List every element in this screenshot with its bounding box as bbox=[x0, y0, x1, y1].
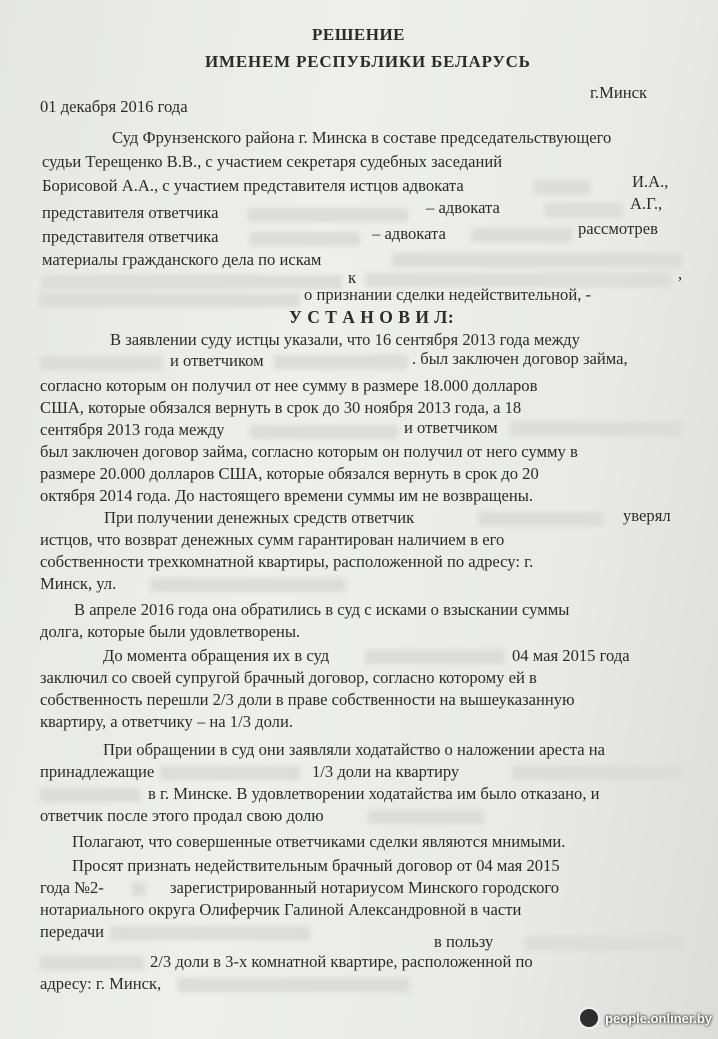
text-line: 04 мая 2015 года bbox=[512, 646, 630, 665]
text-line: материалы гражданского дела по искам bbox=[42, 250, 322, 269]
text-line: согласно которым он получил от нее сумму в размере 18.000 долларов bbox=[40, 376, 538, 395]
text-line: долга, которые были удовлетворены. bbox=[40, 622, 301, 641]
text-line: . был заключен договор займа, bbox=[412, 349, 628, 368]
text-line: собственность перешли 2/3 доли в праве собственности на вышеуказанную bbox=[40, 690, 575, 709]
redaction bbox=[365, 650, 505, 664]
redaction bbox=[472, 228, 572, 242]
text-line: США, которые обязался вернуть в срок до 30 ноября 2013 года, а 18 bbox=[40, 398, 522, 417]
redaction bbox=[38, 293, 300, 307]
text-line: До момента обращения их в суд bbox=[103, 646, 330, 665]
text-line: был заключен договор займа, согласно которым он получил от него сумму в bbox=[40, 442, 578, 461]
redaction bbox=[132, 882, 146, 896]
redaction bbox=[512, 766, 682, 780]
text-line: передачи bbox=[40, 922, 105, 941]
redaction bbox=[40, 788, 140, 802]
redaction bbox=[392, 253, 682, 267]
text-line: И.А., bbox=[632, 172, 669, 191]
watermark bbox=[578, 1006, 712, 1030]
redaction bbox=[160, 766, 300, 780]
text-line: октября 2014 года. До настоящего времени суммы им не возвращены. bbox=[40, 486, 534, 505]
text-line: представителя ответчика bbox=[42, 203, 219, 222]
text-line: и ответчиком bbox=[170, 351, 264, 370]
redaction bbox=[534, 180, 590, 194]
text-line: рассмотрев bbox=[578, 219, 658, 238]
text-line: размере 20.000 долларов США, которые обязался вернуть в срок до 20 bbox=[40, 464, 539, 483]
text-line: адресу: г. Минск, bbox=[40, 974, 162, 993]
text-line: в пользу bbox=[434, 932, 494, 951]
watermark-text: people.onliner.by bbox=[605, 1010, 712, 1026]
redaction bbox=[248, 208, 408, 222]
redaction bbox=[525, 936, 685, 950]
text-line: года №2- bbox=[40, 878, 104, 897]
text-line: к bbox=[348, 268, 357, 287]
redaction bbox=[150, 578, 346, 592]
text-line: квартиру, а ответчику – на 1/3 доли. bbox=[40, 712, 293, 731]
text-line: уверял bbox=[623, 506, 671, 525]
text-line: сентября 2013 года между bbox=[40, 420, 225, 439]
redaction bbox=[40, 956, 144, 970]
redaction bbox=[545, 203, 623, 217]
onliner-logo-icon bbox=[578, 1007, 600, 1029]
doc-subtitle: ИМЕНЕМ РЕСПУБЛИКИ БЕЛАРУСЬ bbox=[205, 52, 531, 71]
text-line: При получении денежных средств ответчик bbox=[104, 508, 415, 527]
text-line: судьи Терещенко В.В., с участием секретаря судебных заседаний bbox=[42, 152, 503, 171]
text-line: В заявлении суду истцы указали, что 16 сентября 2013 года между bbox=[110, 330, 580, 349]
redaction bbox=[250, 232, 360, 246]
text-line: представителя ответчика bbox=[42, 227, 219, 246]
text-line: 2/3 доли в 3-х комнатной квартире, расположенной по bbox=[150, 952, 533, 971]
text-line: Минск, ул. bbox=[40, 574, 117, 593]
text-line: ответчик после этого продал свою долю bbox=[40, 806, 324, 825]
section-heading: У С Т А Н О В И Л: bbox=[289, 307, 455, 327]
redaction bbox=[42, 275, 342, 289]
text-line: заключил со своей супругой брачный договор, согласно которому ей в bbox=[40, 668, 537, 687]
text-line: В апреле 2016 года она обратились в суд с исками о взыскании суммы bbox=[74, 600, 570, 619]
redaction bbox=[40, 356, 162, 370]
text-line: Полагают, что совершенные ответчиками сделки являются мнимыми. bbox=[72, 832, 566, 851]
text-line: и ответчиком bbox=[404, 418, 498, 437]
text-line: А.Г., bbox=[630, 194, 663, 213]
redaction bbox=[178, 978, 410, 992]
text-line: 1/3 доли на квартиру bbox=[312, 762, 460, 781]
text-line: , bbox=[678, 264, 683, 283]
redaction bbox=[110, 926, 310, 940]
text-line: Борисовой А.А., с участием представителя истцов адвоката bbox=[42, 176, 464, 195]
redaction bbox=[250, 425, 398, 439]
text-line: – адвоката bbox=[426, 198, 500, 217]
text-line: в г. Минске. В удовлетворении ходатайства им было отказано, и bbox=[148, 784, 600, 803]
redaction bbox=[478, 512, 604, 526]
text-line: Суд Фрунзенского района г. Минска в составе председательствующего bbox=[112, 128, 612, 147]
doc-title: РЕШЕНИЕ bbox=[312, 25, 406, 44]
text-line: нотариального округа Олиферчик Галиной Александровной в части bbox=[40, 900, 522, 919]
text-line: собственности трехкомнатной квартиры, расположенной по адресу: г. bbox=[40, 552, 534, 571]
text-line: Просят признать недействительным брачный договор от 04 мая 2015 bbox=[72, 856, 560, 875]
text-line: о признании сделки недействительной, - bbox=[304, 285, 592, 304]
doc-city: г.Минск bbox=[590, 83, 648, 102]
redaction bbox=[510, 422, 682, 436]
text-line: – адвоката bbox=[372, 224, 446, 243]
redaction bbox=[274, 355, 408, 369]
text-line: истцов, что возврат денежных сумм гарантирован наличием в его bbox=[40, 530, 505, 549]
text-line: При обращении в суд они заявляли ходатайство о наложении ареста на bbox=[103, 740, 605, 759]
text-line: зарегистрированный нотариусом Минского городского bbox=[170, 878, 560, 897]
text-line: принадлежащие bbox=[40, 762, 155, 781]
doc-date: 01 декабря 2016 года bbox=[40, 97, 188, 116]
redaction bbox=[368, 810, 484, 824]
